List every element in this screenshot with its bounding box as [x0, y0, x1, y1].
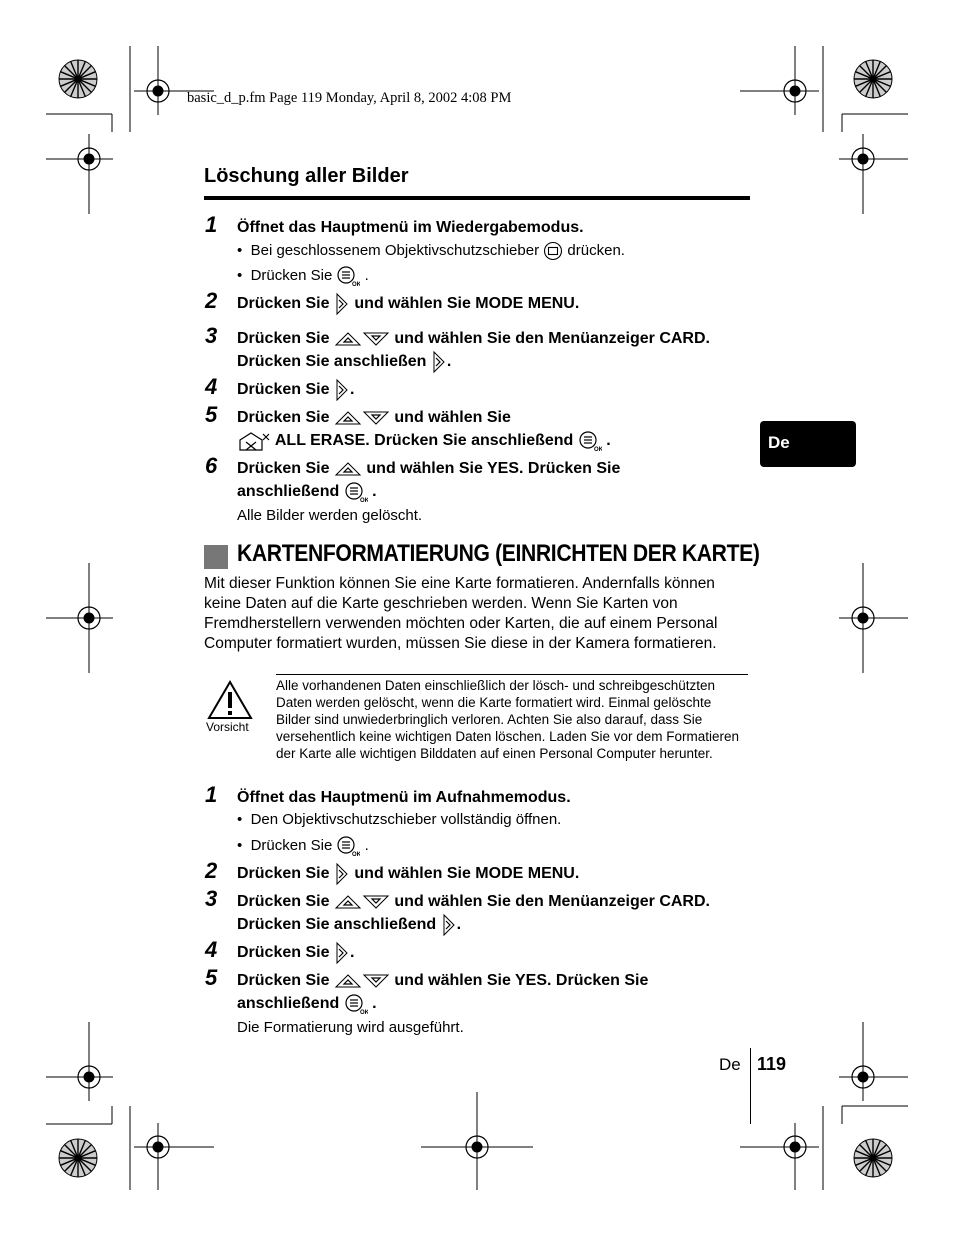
right-arrow-icon: [441, 913, 457, 937]
down-arrow-icon: [362, 973, 390, 989]
step-text: Drücken Sie und wählen Sie MODE MENU.: [237, 862, 579, 886]
warning-label: Vorsicht: [206, 720, 249, 734]
all-erase-icon: [237, 430, 271, 452]
step-text: Drücken Sie und wählen Sie YES. Drücken Sie anschließend .: [237, 457, 620, 503]
bullet-item: • Drücken Sie .: [237, 835, 369, 857]
step-number: 5: [205, 402, 218, 427]
up-arrow-icon: [334, 973, 362, 989]
step-number: 4: [205, 374, 218, 399]
bullet-item: • Drücken Sie .: [237, 265, 369, 287]
intro-paragraph: Mit dieser Funktion können Sie eine Karte formatieren. Andernfalls können keine Daten auf die Karte geschrieben werden. Wenn Sie Karten von Fremdherstellern verwenden möchten oder Karten, die auf einem Personal Computer formatiert wurden, müssen Sie diese in der Kamera formatieren.: [204, 575, 718, 652]
step-text: Drücken Sie und wählen Sie YES. Drücken Sie anschließend .: [237, 969, 648, 1015]
up-arrow-icon: [334, 461, 362, 477]
step-number: 3: [205, 323, 218, 348]
up-arrow-icon: [334, 894, 362, 910]
result-text: Alle Bilder werden gelöscht.: [237, 507, 423, 524]
ok-button-icon: [344, 481, 368, 503]
section-marker: [204, 545, 228, 569]
down-arrow-icon: [362, 410, 390, 426]
section-title-erase-all: Löschung aller Bilder: [204, 165, 409, 187]
step-number: 6: [205, 453, 218, 478]
bullet-item: • Den Objektivschutzschieber vollständig öffnen.: [237, 811, 562, 828]
step-number: 2: [205, 858, 218, 883]
title-rule: [204, 196, 750, 200]
right-arrow-icon: [431, 350, 447, 374]
ok-button-icon: [578, 430, 602, 452]
file-header: basic_d_p.fm Page 119 Monday, April 8, 2002 4:08 PM: [187, 90, 512, 106]
right-arrow-icon: [334, 941, 350, 965]
lcd-button-icon: [543, 241, 563, 261]
step-text: Drücken Sie und wählen Sie ALL ERASE. Drücken Sie anschließend .: [237, 406, 611, 452]
ok-button-icon: [336, 835, 360, 857]
step-number: 1: [205, 212, 218, 237]
warning-icon: [207, 680, 253, 720]
up-arrow-icon: [334, 410, 362, 426]
step-number: 1: [205, 782, 218, 807]
right-arrow-icon: [334, 378, 350, 402]
language-tab: De: [760, 421, 856, 467]
footer-divider: [750, 1048, 751, 1124]
step-text: Drücken Sie und wählen Sie MODE MENU.: [237, 292, 579, 316]
right-arrow-icon: [334, 862, 350, 886]
ok-button-icon: [336, 265, 360, 287]
step-number: 3: [205, 886, 218, 911]
result-text: Die Formatierung wird ausgeführt.: [237, 1019, 464, 1036]
down-arrow-icon: [362, 331, 390, 347]
step-number: 4: [205, 937, 218, 962]
up-arrow-icon: [334, 331, 362, 347]
right-arrow-icon: [334, 292, 350, 316]
ok-button-icon: [344, 993, 368, 1015]
step-number: 2: [205, 288, 218, 313]
step-text: Drücken Sie und wählen Sie den Menüanzeiger CARD. Drücken Sie anschließend .: [237, 890, 710, 937]
step-text: Öffnet das Hauptmenü im Aufnahmemodus.: [237, 789, 571, 806]
footer-language: De: [719, 1055, 741, 1074]
bullet-item: • Bei geschlossenem Objektivschutzschieber drücken.: [237, 241, 625, 261]
step-text: Drücken Sie .: [237, 941, 354, 965]
warning-text: Alle vorhandenen Daten einschließlich der lösch- und schreibgeschützten Daten werden gelöscht, wenn die Karte formatiert wird. Einmal gelöschte Bilder sind unwiederbringlich verloren. Achten Sie also darauf, dass Sie versehentlich keine wichtigen Daten löschen. Laden Sie vor dem Formatieren der Karte alle wichtigen Bilddaten auf einen Personal Computer herunter.: [276, 674, 748, 762]
page-number: 119: [757, 1054, 787, 1074]
step-number: 5: [205, 965, 218, 990]
step-text: Öffnet das Hauptmenü im Wiedergabemodus.: [237, 219, 584, 236]
down-arrow-icon: [362, 894, 390, 910]
section-title-card-format: KARTENFORMATIERUNG (EINRICHTEN DER KARTE): [237, 540, 760, 567]
step-text: Drücken Sie und wählen Sie den Menüanzeiger CARD. Drücken Sie anschließen .: [237, 327, 710, 374]
step-text: Drücken Sie .: [237, 378, 354, 402]
